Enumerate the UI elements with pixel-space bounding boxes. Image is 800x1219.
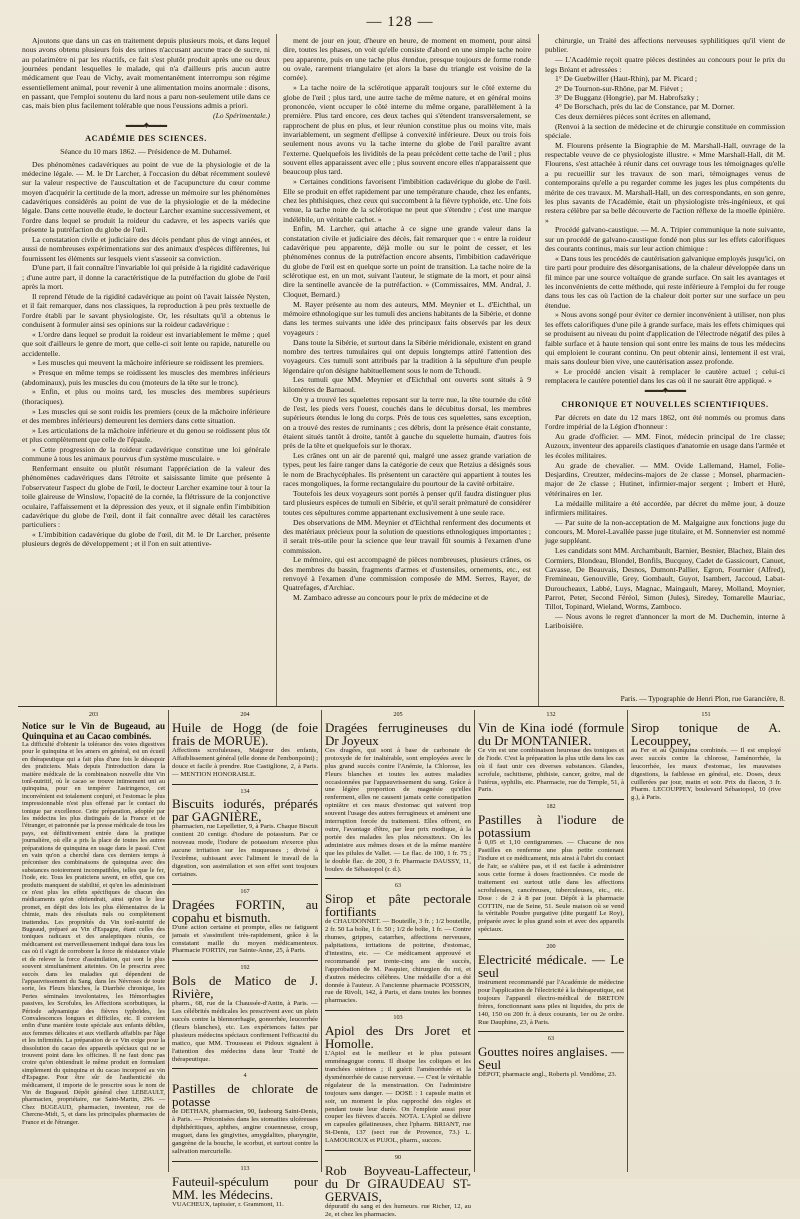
ad-body: Ce vin est une combinaison heureuse des toniques et de l'iode. C'est la préparation la plus utile dans les cas où il faut unir ces diverses substances. Glandes, scrofule, rachitisme, phthisie, cancer, goitre, mal de l'utérus, syphilis, etc. Pharmacie, rue du Temple, 51, à Paris. [478, 746, 624, 794]
ad-title: Vin de Kina iodé (formule du Dr MONTANIER. [478, 719, 624, 748]
list-item: 4° De Borschach, près du lac de Constance, par M. Dorner. [555, 102, 735, 112]
column-rule [276, 34, 277, 706]
ad-separator [172, 784, 318, 785]
ad-body: au Fer et au Quinquina combinés. — Il est employé avec succès contre la chlorose, l'aménorrhée, la leucorrhée, les maux d'estomac, les mauvaises digestions, la faiblesse en général, etc. Doses, deux cuillerées par jour, matin et soir. Prix du flacon, 3 fr. Pharm. LECOUPPEY, boulevard Sébastopol, 10 (rive g.), à Paris. [631, 746, 781, 802]
paragraph: Les crânes ont un air de parenté qui, malgré une assez grande variation de types, peut les faire ranger dans la catégorie de ceux que Retzius a désignés sous le nom de Brachycéphales. Ils présentent un caractère qui appartient à toutes les races mongoliques, la forme rectangulaire du pourtour de la cavité orbitaire. [283, 451, 531, 489]
paragraph: Procédé galvano-caustique. — M. A. Tripier communique la note suivante, sur un procédé de galvano-caustique fondé non plus sur les effets calorifiques des courants continus, mais sur leur action chimique : [545, 225, 785, 254]
paragraph: (Renvoi à la section de médecine et de chirurgie constituée en commission spéciale. [545, 121, 785, 140]
ad-title: Electricité médicale. — Le seul [478, 952, 624, 981]
ad-column-1 [22, 710, 165, 1172]
ad-number: 200 [546, 943, 556, 951]
ad-body: de CHAUDONNET. — Bouteille, 3 fr. ; 1/2 bouteille, 2 fr. 50 La boîte, 1 fr. 50 ; 1/2 de boîte, 1 fr. — Contre rhumes, grippes, catarrhes, affections nerveuses, palpitations, irritations de poitrine, d'estomac, d'intestins, etc. — Ce médicament approuvé et recommandé par trente-cinq ans de succès, l'approbation de M. Pasquier, chirurgien du roi, et d'autres médecins célèbres. Une médaille d'or a été donnée à l'auteur. A l'ancienne pharmacie POISSON, rue de Rivoli, 142, à Paris, et dans toutes les bonnes pharmacies. [325, 918, 471, 1005]
paragraph: Ces deux dernières pièces sont écrites en allemand, [555, 111, 711, 121]
paragraph: ment de jour en jour, d'heure en heure, de moment en moment, pour ainsi dire, toutes les phases, on voit qu'elle consiste d'abord en une simple tache noire peu apparente, puis en une tache plus étendue, presque toujours de forme ronde ou ovale, rarement triangulaire (et alors la base du triangle est voisine de la cornée). [283, 36, 531, 83]
ad-column-rule [168, 710, 169, 1172]
ad-number: 205 [393, 711, 403, 718]
ad-column-5 [631, 710, 781, 1172]
paragraph: On y a trouvé les squelettes reposant sur la terre nue, la tête tournée du côté de l'est, les pieds vers l'ouest, couchés dans le décubitus dorsal, les membres supérieurs étendus le long du corps. Près de tous ces squelettes, sans exception, on a trouvé des restes de ruminants ; ces débris, dont la présence était constante, étaient situés tantôt à droite, tantôt à gauche du squelette humain, d'autres fois près de la tête et quelquefois sur le thorax. [283, 394, 531, 451]
ad-pastilles-iodure [478, 813, 624, 934]
ad-body: dépuratif du sang et des humeurs. rue Richer, 12, au 2e, et chez les pharmacies. [325, 1202, 471, 1218]
ad-number: 167 [240, 887, 250, 895]
ad-number: 90 [394, 1154, 402, 1162]
ad-vin-kina-iode [478, 721, 624, 794]
ad-separator [478, 939, 624, 940]
ad-title: Bols de Matico de J. Rivière, [172, 973, 318, 1002]
paragraph: Les candidats sont MM. Archambault, Barnier, Besnier, Blachez, Blain des Cormiers, Blondeau, Blondel, Bonfils, Bucquoy, Cadet de Gassicourt, Canuet, Cavasse, De Beauvais, Desnos, Dumont-Pallier, Egron, Fournier (Alfred), Fremineau, Genouville, Grey, Gombault, Guyot, Isambert, Jaccoud, Labat-Duroucheaux, Labbé, Luys, Magnac, Maingault, Marey, Molland, Moynier, Parrot, Peter, Second Féréol, Simon (Jules), Siredey, Tomarelle Mauriac, Tillot, Topinard, Wieland, Worms, Zamboco. [545, 546, 785, 612]
paragraph: » Le procédé ancien visait à remplacer le cautère actuel ; celui-ci remplacera le cautère potentiel dans les cas où il ne saurait être appliqué. » [545, 367, 785, 386]
ad-dragees-joyeux [325, 721, 471, 874]
ad-title: Huile de Hogg (de foie frais de MORUE). [172, 719, 318, 748]
column-1 [22, 36, 270, 706]
ad-separator [478, 799, 624, 800]
ad-number: 63 [394, 882, 402, 890]
ad-column-rule [474, 710, 475, 1172]
paragraph: Par décrets en date du 12 mars 1862, ont été nommés ou promus dans l'ordre impérial de la Légion d'honneur : [545, 412, 785, 432]
ad-column-2 [172, 710, 318, 1208]
ad-number: 63 [547, 1035, 555, 1043]
paragraph: » Les articulations de la mâchoire inférieure et du genou se roidissent plus tôt et plus complètement que celle de l'épaule. [22, 425, 270, 445]
ad-body: pharm., 68, rue de la Chaussée-d'Antin, à Paris. — Les célébrités médicales les prescrivent avec un plein succès contre la blennorrhagie, gonorrhée, leucorrhée (fleurs blanches), etc. Les expériences faites par plusieurs médecins spéciaux confirment l'efficacité du matico, que MM. Trousseau et Pidoux signalent à l'attention des médecins dans leur Traité de thérapeutique. [172, 1000, 318, 1063]
ad-electricite-medicale [478, 953, 624, 1026]
ad-separator [325, 1010, 471, 1011]
ad-rob-boyveau [325, 1164, 471, 1219]
ad-separator [478, 1031, 624, 1032]
paragraph: Renfermant ensuite ou plutôt résumant l'appréciation de la valeur des phénomènes cadavériques dans l'étroite et saisissante limite que présente à l'observateur l'aspect du globe de l'œil, le docteur Larcher examine tour à tour la toile glaireuse de Winslow, l'opacité de la cornée, la flétrissure de la conjonctive oculaire, l'affaissement et la dépression des yeux, et il signale enfin l'imbibition cadavérique du globe de l'œil, dont il fait connaître avec détail les caractères particuliers : [22, 464, 270, 530]
ad-title: Sirop tonique de A. Lecouppey, [631, 719, 781, 748]
ad-fauteuil-speculum [172, 1175, 318, 1209]
paragraph: Toutefois les deux voyageurs sont portés à penser qu'il faudra distinguer plus tard plusieurs espèces de tumuli en Sibérie, et qu'il serait prématuré de considérer toutes ces sépultures comme appartenant exclusivement à une seule race. [283, 489, 531, 517]
ad-body: DÉPOT, pharmacie angl., Roberts pl. Vendôme, 23. [478, 1071, 617, 1079]
ad-number: 132 [546, 711, 556, 718]
paragraph: « Dans tous les procédés de cautérisation galvanique employés jusqu'ici, on tire parti pour produire des désorganisations, de la chaleur développée dans un fil mince par une source voltaïque de grande surface. On sait les avantages et les inconvénients de cette méthode, qui reste inférieure à l'emploi du fer rouge dans tous les cas où l'action de la chaleur doit porter sur une surface un peu étendue. [545, 253, 785, 310]
page-number: — 128 — [366, 14, 434, 30]
paragraph: » Les muscles qui meuvent la mâchoire inférieure se roidissent les premiers. [32, 358, 264, 368]
ad-sirop-lecouppey [631, 721, 781, 802]
paragraph: M. Rayer présente au nom des auteurs, MM. Meynier et L. d'Eichthal, un mémoire ethnologique sur les tumuli des anciens habitants de la Sibérie, et donne dans les termes suivants une idée des principaux faits observés par les deux voyageurs : [283, 299, 531, 337]
ad-body: Affections scrofuleuses, Maigreur des enfants, Affaiblissement général (elle donne de l'embonpoint) ; douce et facile à prendre. Rue Castiglione, 2, à Paris. — MENTION HONORABLE. [172, 746, 318, 778]
paragraph: Des phénomènes cadavériques au point de vue de la physiologie et de la médecine légale. — M. le Dr Larcher, à l'occasion du débat récemment soulevé sur la valeur respective de l'auscultation et de l'acupuncture du cœur comme moyen d'acquérir la certitude de la mort, adresse un mémoire sur les phénomènes cadavériques considérés au point de vue de la physiologie et de la médecine légale. Dans cette nouvelle étude, le docteur Larcher examine successivement, et l'ordre dans lequel se produit la roideur du cadavre, et les aspects variés que présente la putréfaction du globe de l'œil. [22, 159, 270, 235]
ad-title: Rob Boyveau-Laffecteur, du Dr GIRAUDEAU ST-GERVAIS, [325, 1162, 471, 1204]
printer-line: Paris. — Typographie de Henri Plon, rue Garancière, 8. [620, 694, 785, 703]
paragraph: Enfin, M. Larcher, qui attache à ce signe une grande valeur dans la constatation civile et judiciaire des décès, fait remarquer que : « entre la roideur cadavérique peu apparente, déjà molle ou sur le point de cesser, et les phénomènes connus de la putréfaction encore absents, l'imbibition cadavérique du globe de l'œil est en quelque sorte un point de transition. La tache noire de la sclérotique est, en un mot, suivant l'auteur, le stigmate de la mort, et pour ainsi dire la sentinelle avancée de la putréfaction. » (Commissaires, MM. Andral, J. Cloquet, Bernard.) [283, 224, 531, 299]
ad-column-rule [321, 710, 322, 1172]
ad-number: 204 [240, 711, 250, 718]
paragraph: D'une part, il fait connaître l'invariable loi qui préside à la rigidité cadavérique ; d'une autre part, il donne la caractéristique de la putréfaction du globe de l'œil après la mort. [22, 263, 270, 292]
paragraph: Des observations de MM. Meynier et d'Eichthal renferment des documents et des matériaux précieux pour la solution de questions ethnologiques importantes ; il serait très-utile pour la science que leur travail fût soumis à l'examen d'une commission. [283, 517, 531, 555]
paragraph: « L'imbibition cadavérique du globe de l'œil, dit M. le Dr Larcher, présente plusieurs degrés de développement ; et il l'on en suit attentive- [22, 530, 270, 549]
ad-pastilles-chlorate [172, 1082, 318, 1155]
ads-top-rule [18, 706, 784, 707]
section-title-chronique: CHRONIQUE ET NOUVELLES SCIENTIFIQUES. [561, 399, 769, 409]
paragraph: » Certaines conditions favorisent l'imbibition cadavérique du globe de l'œil. Elle se produit en effet rapidement par une température chaude, chez les enfants, chez les phthisiques, chez ceux qui succombent à la fièvre typhoïde, etc. Une fois venue, la tache noire de la sclérotique ne peut que s'étendre ; c'est une marque indélébile, un véritable cachet. » [283, 177, 531, 224]
paragraph: — Par suite de la non-acceptation de M. Malgaigne aux fonctions juge du concours, M. Morel-Lavallée passe juge titulaire, et M. Sonnenvier est nommé juge suppléant. [545, 517, 785, 546]
paragraph: » Presque en même temps se roidissent les muscles des membres inférieurs (abdominaux), puis les muscles du cou (moteurs de la tête sur le tronc). [22, 368, 270, 387]
ornament-divider: ▬▬▬◆▬▬▬ [125, 120, 167, 129]
paragraph: La constatation civile et judiciaire des décès pendant plus de vingt années, et aussi de nombreuses expérimentations sur des animaux d'espèces différentes, lui fournissent les éléments sur lesquels vient s'asseoir sa conviction. [22, 234, 270, 263]
ad-title: Apiol des Drs Joret et Homolle. [325, 1023, 471, 1052]
ad-number: 192 [240, 964, 250, 972]
ad-title: Pastilles de chlorate de potasse [172, 1081, 318, 1110]
paragraph: Il reprend l'étude de la rigidité cadavérique au point où l'avait laissée Nysten, et il fait remarquer, dans nos classiques, la reproduction à peu près textuelle de l'ordre établi par le savant physiologiste. Or, les résultats qu'il a obtenus le conduisent à formuler ainsi ses opinions sur la roideur cadavérique : [22, 291, 270, 329]
intro-paragraph: Ajoutons que dans un cas en traitement depuis plusieurs mois, et dans lequel nous avons obtenu plusieurs fois des urines n'accusant aucune trace de sucre, ni au polarimètre ni par les réactifs, ce fait s'est plutôt produit après une ou deux journées pendant lesquelles le malade, qui n'a d'ailleurs pris aucun autre médicament que l'eau de Vichy, avait momentanément interrompu son régime essentiellement animal, pour revenir à une alimentation moins anormale : disons, en passant, que l'emploi soutenu du lard nous a paru non-seulement utile dans ce cas, mais bien plus facilement tolérable que nous l'eussions admis a priori. [22, 36, 270, 111]
ad-body: VUACHEUX, tapissier, r. Grammont, 11. [172, 1200, 284, 1208]
ad-bols-matico [172, 974, 318, 1063]
paragraph: Au grade d'officier. — MM. Finot, médecin principal de 1re classe; Auzoux, inventeur des appareils clastiques d'anatomie en usage dans l'armée et les écoles militaires. [545, 432, 785, 460]
ad-vin-bugeaud [22, 721, 165, 1126]
ad-number: 203 [88, 711, 99, 718]
paragraph: La médaille militaire a été accordée, par décret du même jour, à douze infirmiers militaires. [545, 498, 785, 517]
ad-number: 182 [546, 803, 556, 811]
list-item: 1° De Guebwiller (Haut-Rhin), par M. Picard ; [555, 74, 698, 84]
ad-gouttes-noires [478, 1045, 624, 1079]
ad-title: Fauteuil-spéculum pour MM. les Médecins. [172, 1173, 318, 1202]
ad-separator [325, 1150, 471, 1151]
ad-separator [172, 884, 318, 885]
ad-column-4 [478, 710, 624, 1172]
ad-body: à 0,05 et 1,10 centigrammes. — Chacune de nos Pastilles en renferme une plus petite contenant l'iodure et ce médicament, mis ainsi à l'abri du contact de l'air, se s'altère pas, et il est facile à administrer sous cette forme à doses fractionnées. Ce mode de traitement est surtout utile dans les affections scrofuleuses, cancéreuses, tuberculeuses, etc., etc. Dose : de 2 à 8 par jour. Dépôt à la pharmacie COTTIN, rue de Seine, 51. Seule maison où se vend la véritable Poudre purgative (dite purgatif Le Roy), préparée avec le plus grand soin et avec des appareils spéciaux. [478, 839, 624, 934]
list-item: 3° De Bugganz (Hongrie), par M. Habrofszky ; [555, 93, 699, 103]
column-2 [283, 36, 531, 706]
ad-title: Notice sur le Vin de Bugeaud, au Quinquina et au Cacao combinés. [22, 720, 165, 741]
advertisements-section [18, 710, 786, 1218]
paragraph: Au grade de chevalier. — MM. Ovide Lallemand, Hamel, Folie-Desjardins, Creutzer, médecins-majors de 2e classe ; Monsel, pharmacien-major de 2e classe ; Hutinet, infirmier-major sergent ; Imbert et Huré, vétérinaires en 1er. [545, 460, 785, 498]
ad-sirop-pate-pectorale [325, 892, 471, 1005]
ad-body: instrument recommandé par l'Académie de médecine pour l'application de l'électricité à la thérapeutique, est toujours l'appareil électro-médical de BRETON frères, fonctionnant sans piles ni liquides, du prix de 140, 150 ou 200 fr. à deux courants, 1er ou 2e ordre. Rue Dauphine, 23, à Paris. [478, 979, 624, 1026]
ad-body: de DETHAN, pharmacien, 90, faubourg Saint-Denis, à Paris. — Préconisées dans les stomatites ulcéreuses diphthéritiques, aphthes, angine couenneuse, croup, muguet, dans les gingivites, amygdalites, pharyngite, gangrène de la bouche, le scorbut, et surtout contre la salivation mercurielle. [172, 1108, 318, 1155]
column-3 [545, 36, 785, 692]
ad-title: Dragées FORTIN, au copahu et bismuth. [172, 896, 318, 925]
ad-title: Pastilles à l'iodure de potassium [478, 812, 624, 841]
paragraph: » La tache noire de la sclérotique apparaît toujours sur le côté externe du globe de l'œil ; plus tard, une autre tache de même nature, et en général moins prononcée, vient occuper le côté interne du même organe, parallèlement à la première. Plus tard encore, ces deux taches qui s'étendent transversalement, se rapprochent de plus en plus, et leur réunion constitue plus ou moins vite, mais invariablement, un segment d'ellipse à convexité inférieure. Deux ou trois fois seulement nous avons vu la tache interne du globe de l'œil paraître avant l'externe. Quelquefois les lividités de la peau précèdent cette tache de l'œil ; plus souvent elles apparaissent avec elle ; plus souvent encore elles n'apparaissent que beaucoup plus tard. [283, 83, 531, 177]
section-title-academie: ACADÉMIE DES SCIENCES. [85, 133, 207, 143]
ad-body: Ces dragées, qui sont à base de carbonate de protoxyde de fer inaltérable, sont employées avec le plus grand succès contre l'Anémie, la Chlorose, les Fleurs blanches et toutes les autres maladies occasionnées par l'appauvrissement du sang. Grâce à une légère proportion de magnésie qu'elles renferment, elles ne causent jamais cette constipation opiniâtre et ces maux d'estomac qui suivent trop souvent l'usage des autres ferrugineux et amènent une interruption forcée du traitement. Elles offrent, en outre, l'avantage d'être, par leur prix modique, à la portée des malades les plus nécessiteux. On les administre aux mêmes doses et de la même manière que les pilules de Vallet. — Le flac. de 100, 1 fr. 75 ; le double flac. de 200, 3 fr. Pharmacie DAUSSY, 11, boulev. de Sébastopol (r. d.). [325, 746, 471, 873]
ad-number: 4 [243, 1072, 247, 1080]
paragraph: « L'ordre dans lequel se produit la roideur est invariablement le même ; quel que soit d'ailleurs le genre de mort, que celle-ci soit lente ou rapide, naturelle ou accidentelle. [22, 329, 270, 358]
column-rule [538, 34, 539, 706]
ad-column-3 [325, 710, 471, 1218]
ad-apiol [325, 1024, 471, 1145]
ad-separator [172, 1068, 318, 1069]
ad-title: Biscuits iodurés, préparés par GAGNIÈRE, [172, 796, 318, 825]
ad-separator [172, 960, 318, 961]
ad-number: 113 [240, 1164, 250, 1172]
source-signature: (Lo Spérimentale.) [213, 111, 270, 121]
seance-line: Séance du 10 mars 1862. — Présidence de M. Duhamel. [60, 147, 232, 157]
ad-separator [172, 1161, 318, 1162]
ad-biscuits-iodures [172, 797, 318, 878]
ad-separator [325, 878, 471, 879]
ad-number: 134 [240, 787, 250, 795]
paragraph: Le mémoire, qui est accompagné de pièces nombreuses, plusieurs crânes, os des membres du bassin, fragments d'armes et d'ustensiles, ornements, etc., est renvoyé à l'examen d'une commission composée de MM. Serres, Rayer, de Quatrefages, d'Archiac. [283, 555, 531, 593]
ad-body: L'Apiol est le meilleur et le plus puissant emménagogue connu. Il dissipe les coliques et les tranchées utérines ; il guérit l'aménorrhée et la dysménorrhée de cause nerveuse. — C'est le véritable régulateur de la menstruation. On l'administre toujours sans danger. — DOSE : 1 capsule matin et soir, un moment le plus rapproché des règles et pendant toute leur durée. On l'emploie aussi pour couper les fièvres d'accès. NOTA. L'Apiol se délivre en capsules gélatineuses, chez l'pharm. BRIANT, rue St-Denis, 137 (sect rue de Provence, 73.) L. LAMOUROUX et PUJOL, pharm., succes. [325, 1050, 471, 1145]
ad-body: D'une action certaine et prompte, elles ne fatiguent jamais et s'assimilent très-rapidement, grâce à la constatant maille du moyen médicamenteux. Pharmacie FORTIN, rue Sainte-Anne, 25, à Paris. [172, 923, 318, 955]
ad-title: Dragées ferrugineuses du Dr Joyeux [325, 719, 471, 748]
ad-column-rule [627, 710, 628, 1172]
ad-title: Gouttes noires anglaises. — Seul [478, 1044, 624, 1073]
ornament-divider: ▬▬▬◆▬▬▬ [644, 386, 686, 395]
list-item: 2° De Tournon-sur-Rhône, par M. Fiévet ; [555, 83, 683, 93]
ad-number: 151 [701, 711, 711, 718]
paragraph: — L'Académie reçoit quatre pièces destinées au concours pour le prix du legs Bréant et adressées : [545, 55, 785, 74]
paragraph: chirurgie, un Traité des affections nerveuses syphilitiques qu'il vient de publier. [545, 36, 785, 55]
ad-body: pharmacien, rue Lepelletier, 9, à Paris. Chaque Biscuit contient 20 centigr. d'iodure de potassium. Par ce nouveau mode, l'iodure de potassium n'exerce plus aucune irritation sur les muqueuses ; divisé à l'extrême, subissant avec l'aliment le travail de la digestion, son assimilation et son effet sont toujours certaines. [172, 823, 318, 878]
ad-dragees-fortin [172, 898, 318, 956]
paragraph: » Les muscles qui se sont roidis les premiers (ceux de la mâchoire inférieure et des membres inférieurs) demeurent les derniers dans cette situation. [22, 406, 270, 425]
paragraph: Les tumuli que MM. Meynier et d'Eichthal ont ouverts sont situés à 9 kilomètres de Barnaoul. [283, 375, 531, 394]
paragraph: » Cette progression de la roideur cadavérique constitue une loi générale commune à tous les animaux pourvus d'un système musculaire. » [22, 444, 270, 464]
ad-title: Sirop et pâte pectorale fortifiants [325, 891, 471, 920]
ad-huile-hogg [172, 721, 318, 779]
ad-body: La difficulté d'obtenir la tolérance des voies digestives pour le quinquina et les amers en général, est un écueil en thérapeutique qui a fait plus d'une fois le désespoir des praticiens. Mais depuis l'introduction dans la matière médicale de la combinaison nouvelle dite Vin tonî-nutritif, où le cacao se trouve intimement uni au quinquina, pour en tempérer l'astringence, cet inconvénient est totalement conjuré, et l'estomac le plus impressionnable n'est plus offensé par le contact du tonique par excellence. Cette préparation, adoptée par les médecins les plus distingués de la France et de l'étranger, et patronnée par la presse médicale de tous les pays, est définitivement entrée dans la pratique journalière, où elle a pris la place de toutes les autres préparations de quinquina en usage dans le passé. C'est en vain qu'on a cherché dans ces derniers temps à préconiser des combinaisons de quinquina avec des substances notoirement incompatibles, telles que le fer, l'iode, etc. Tous les praticiens savent, en effet, que ces produits manquent de stabilité, et qu'en les administrant ce n'est plus les effets spécifiques de chacun des médicaments qu'on obtiendrait, ainsi qu'on le leur promet, en dépit des lois les plus élémentaires de la chimie, mais des résultats nuls ou complètement inattendus. Les propriétés du Vin tonî-nutritif de Bugeaud, préparé au Vin d'Espagne, étant celles des toniques radicaux et des analeptiques réunis, ce médicament est merveilleusement indiqué dans tous les cas où il s'agit de corroborer la force de résistance vitale et de relever la force d'assimilation, qui sont le plus souvent simultanément atteintes. On le prescrira avec succès dans les maladies qui dépendent de l'appauvrissement du Sang, dans les Névroses de toute sorte, les Fleurs blanches, la Diarrhée chronique, les Pertes séminales involontaires, les Hémorrhagies passives, les Scrofules, les Affections scorbutiques, la Période adynamique des fièvres typhoïdes, les Convalescences longues et difficiles, etc. Il convient enfin d'une manière toute spéciale aux enfants débiles, aux femmes délicates et aux vieillards affaiblis par l'âge et les infirmités. La préparation de ce Vin exige pour la dissolution du cacao des appareils spéciaux qui ne se trouvent point dans les officines. Il ne faut donc pas croire qu'on obtiendrait le même produit en formulant simplement du quinquina et du cacao incorporé au vin d'Espagne. Pour être sûr de l'authenticité du médicament, il importe de le prescrire sous le nom de Vin de Bugeaud. Dépôt général chez LEBEAULT, pharmacien, propriétaire, rue Saint-Martin, 296. — Chez BUGEAUD, pharmacien, inventeur, rue de Chercne-Midi, 5, et dans les principales pharmacies de France et de l'étranger. [22, 740, 165, 1126]
paragraph: » Enfin, et plus ou moins tard, les muscles des membres supérieurs (thoraciques). [22, 387, 270, 406]
paragraph: M. Flourens présente la Biographie de M. Marshall-Hall, ouvrage de la respectable veuve de ce physiologiste illustre. « Mme Marshall-Hall, dit M. Flourens, s'est attachée à réunir dans cet ouvrage tous les témoignages qu'elle a pu recueillir sur les travaux de son mari, témoignages venus de contemporains qu'elle a pu regarder comme les juges les plus compétents du mérite de ces travaux. M. Marshall-Hall, un des correspondants, en son genre, les plus savants de l'Académie, était un physiologiste très-ingénieux, et qui restera célèbre par sa belle découverte de l'action réflexe de la moelle épinière. » [545, 140, 785, 225]
paragraph: Dans toute la Sibérie, et surtout dans la Sibérie méridionale, existent en grand nombre des tertres tumulaires qui ont depuis longtemps attiré l'attention des voyageurs. Ces tumuli sont attribués par la tradition à la sépulture d'un peuple légendaire qu'on désigne habituellement sous le nom de Tchoudi. [283, 337, 531, 375]
paragraph: M. Zambaco adresse au concours pour le prix de médecine et de [293, 593, 489, 603]
paragraph: » Nous avons songé pour éviter ce dernier inconvénient à utiliser, non plus les effets calorifiques d'une pile à grande surface, mais les effets chimiques qui se produisent au niveau du point d'application de l'électrode négatif des piles à faible surface et à haute tension qui sont entre les mains de tous les médecins qui emploient le courant continu. On peut obtenir ainsi, lentement il est vrai, mais sans douleur bien vive, une cautérisation assez profonde. [545, 310, 785, 367]
ad-number: 103 [393, 1014, 403, 1022]
paragraph: — Nous avons le regret d'annoncer la mort de M. Duchemin, interne à Lariboisière. [545, 612, 785, 631]
